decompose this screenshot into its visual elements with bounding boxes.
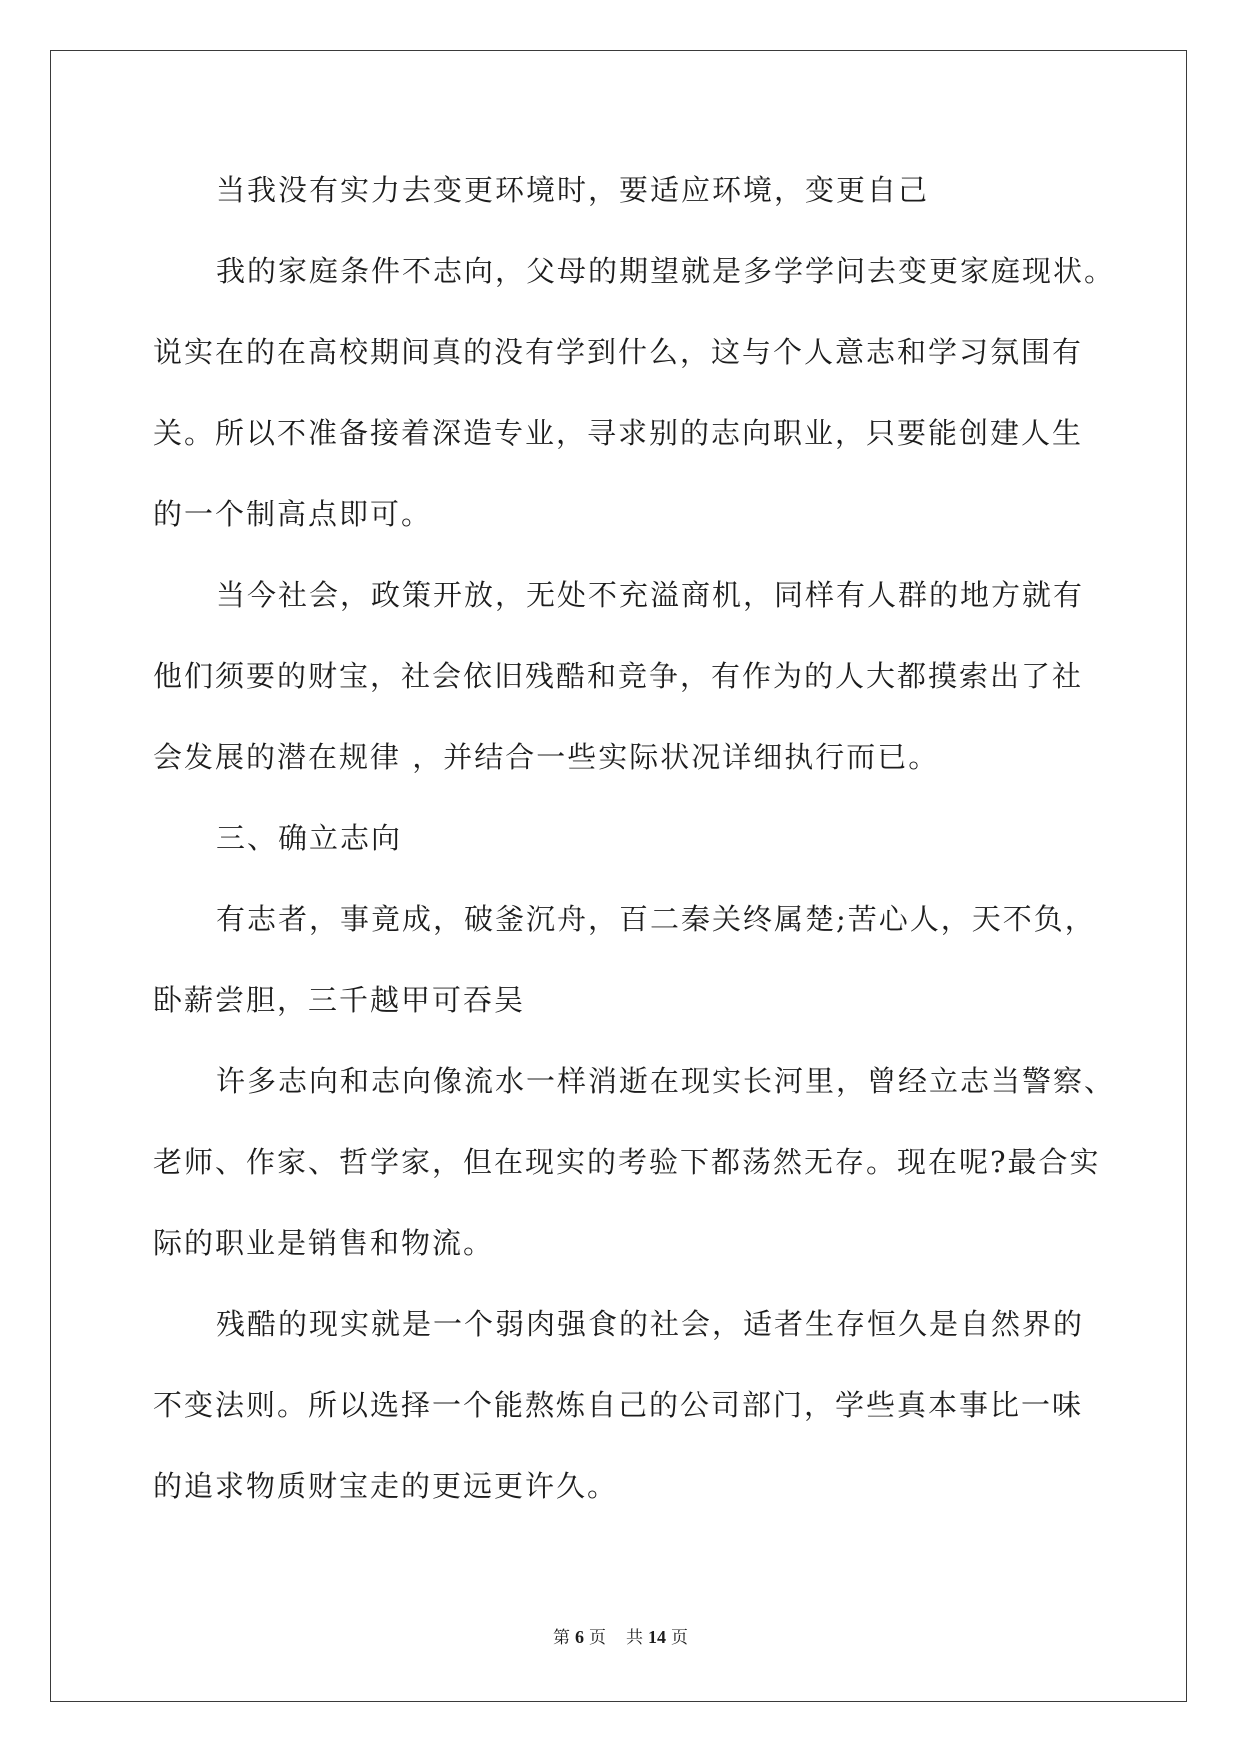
text-line: 他们须要的财宝，社会依旧残酷和竞争，有作为的人大都摸索出了社 <box>153 659 1084 693</box>
text-line: 当今社会，政策开放，无处不充溢商机，同样有人群的地方就有 <box>216 578 1085 612</box>
text-line: 老师、作家、哲学家，但在现实的考验下都荡然无存。现在呢?最合实 <box>153 1145 1101 1179</box>
text-line: 说实在的在高校期间真的没有学到什么，这与个人意志和学习氛围有 <box>153 335 1084 369</box>
text-line: 我的家庭条件不志向，父母的期望就是多学学问去变更家庭现状。 <box>216 254 1116 288</box>
section-heading <box>153 798 1113 879</box>
total-prefix: 共 <box>626 1628 643 1648</box>
total-pages-number: 14 <box>648 1627 666 1647</box>
page-number: 6 <box>575 1627 584 1647</box>
paragraph <box>153 1041 1116 1284</box>
text-line: 不变法则。所以选择一个能熬炼自己的公司部门，学些真本事比一味 <box>153 1388 1084 1422</box>
text-line: 残酷的现实就是一个弱肉强食的社会，适者生存恒久是自然界的 <box>216 1307 1085 1341</box>
paragraph <box>153 231 1116 555</box>
total-suffix: 页 <box>671 1628 688 1648</box>
text-line: 卧薪尝胆，三千越甲可吞吴 <box>153 983 526 1017</box>
heading-line: 三、确立志向 <box>216 821 403 855</box>
text-line: 关。所以不准备接着深造专业，寻求别的志向职业，只要能创建人生 <box>153 416 1084 450</box>
text-line: 许多志向和志向像流水一样消逝在现实长河里，曾经立志当警察、 <box>216 1064 1116 1098</box>
page-prefix: 第 <box>553 1628 570 1648</box>
text-line: 的一个制高点即可。 <box>153 497 433 531</box>
page-suffix: 页 <box>589 1628 606 1648</box>
text-line: 际的职业是销售和物流。 <box>153 1226 495 1260</box>
text-line: 的追求物质财宝走的更远更许久。 <box>153 1469 619 1503</box>
paragraph <box>153 150 1113 231</box>
paragraph <box>153 879 1113 1041</box>
paragraph <box>153 1284 1113 1527</box>
text-line: 会发展的潜在规律 ，并结合一些实际状况详细执行而已。 <box>153 740 940 774</box>
total-pages-indicator <box>626 1628 688 1648</box>
page-footer <box>0 1624 1241 1651</box>
text-line: 有志者，事竟成，破釜沉舟，百二秦关终属楚;苦心人，天不负， <box>216 902 1096 936</box>
document-body <box>153 150 1116 1527</box>
text-line: 当我没有实力去变更环境时，要适应环境，变更自己 <box>216 173 930 207</box>
page-indicator <box>553 1628 606 1648</box>
paragraph <box>153 555 1113 798</box>
